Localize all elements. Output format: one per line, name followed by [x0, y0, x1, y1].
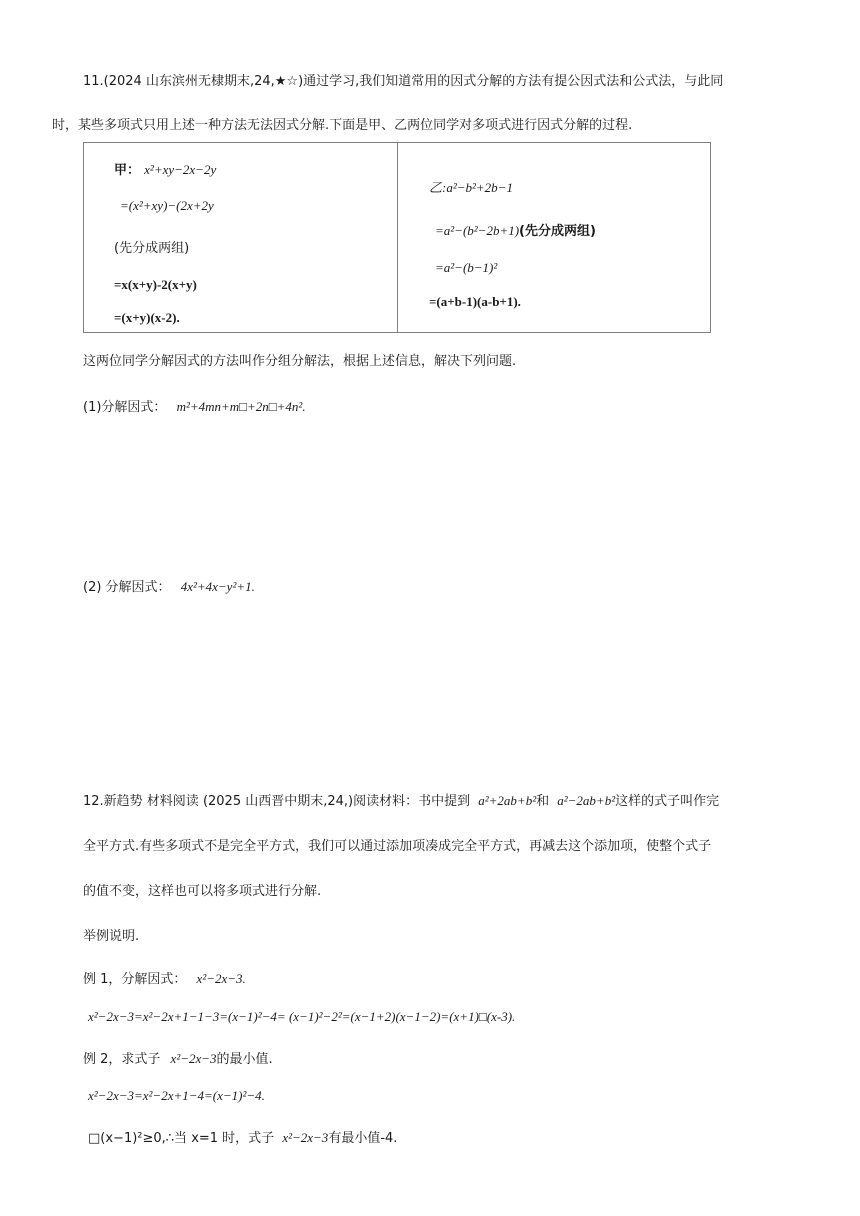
table-divider — [397, 143, 398, 332]
q12-example-2-work: x²−2x−3=x²−2x+1−4=(x−1)²−4. — [88, 1088, 265, 1103]
jia-first-line — [114, 159, 216, 178]
q12-example-title: 举例说明. — [83, 929, 140, 944]
yi-step-3: =(a+b-1)(a-b+1). — [429, 294, 521, 309]
yi-line-1: 乙:a²−b²+2b−1 — [429, 180, 513, 195]
yi-step-1-note: (先分成两组) — [519, 224, 596, 239]
q11-line-2: 时，某些多项式只用上述一种方法无法因式分解.下面是甲、乙两位同学对多项式进行因式分解的过程. — [52, 118, 633, 133]
q11-after-text: 这两位同学分解因式的方法叫作分组分解法，根据上述信息，解决下列问题. — [83, 354, 517, 369]
q12-example-2-conclusion — [88, 1127, 397, 1146]
q12-line-1-b: 这样的式子叫作完 — [615, 794, 720, 809]
jia-label: 甲： — [114, 163, 141, 178]
q12-example-1-expr: x²−2x−3. — [196, 971, 246, 986]
q12-line-2: 全平方式.有些多项式不是完全平方式，我们可以通过添加项凑成完全平方式，再减去这个添加项，使整个式子 — [83, 839, 712, 854]
q11-part-1-label: (1)分解因式： — [83, 400, 167, 415]
q11-part-1 — [83, 396, 306, 415]
q12-line-1-expr-1: a²+2ab+b² — [478, 793, 537, 808]
yi-step-1-expr: =a²−(b²−2b+1) — [435, 223, 520, 238]
q12-example-1-label: 例 1，分解因式： — [83, 972, 187, 987]
q12-line-1-a: 12.新趋势 材料阅读 (2025 山西晋中期末,24,)阅读材料：书中提到 — [83, 794, 471, 809]
q12-example-2 — [83, 1048, 273, 1067]
q12-example-1 — [83, 968, 246, 987]
q11-part-2-label: (2) 分解因式： — [83, 580, 171, 595]
yi-step-2: =a²−(b−1)² — [435, 260, 498, 275]
q12-example-2-expr: x²−2x−3 — [170, 1051, 217, 1066]
jia-step-2: =x(x+y)-2(x+y) — [114, 277, 197, 292]
q12-example-2-label: 例 2，求式子 — [83, 1052, 161, 1067]
q12-conclusion-a: □(x−1)²≥0,∴当 x=1 时，式子 — [88, 1131, 275, 1146]
q11-part-2 — [83, 576, 255, 595]
jia-expr: x²+xy−2x−2y — [144, 162, 217, 177]
solution-table — [83, 142, 711, 333]
q12-example-2-tail: 的最小值. — [216, 1052, 273, 1067]
q12-conclusion-expr: x²−2x−3 — [282, 1130, 329, 1145]
jia-step-3: =(x+y)(x-2). — [114, 310, 180, 325]
q11-line-1: 11.(2024 山东滨州无棣期末,24,★☆)通过学习,我们知道常用的因式分解的方法有提公因式法和公式法，与此同 — [83, 74, 724, 89]
q11-part-1-expr: m²+4mn+m□+2n□+4n². — [176, 399, 306, 414]
q12-line-1-and: 和 — [536, 794, 550, 809]
q12-line-1-expr-2: a²−2ab+b² — [557, 793, 616, 808]
q11-part-2-expr: 4x²+4x−y²+1. — [180, 579, 255, 594]
jia-step-1: =(x²+xy)−(2x+2y — [120, 198, 214, 213]
q12-conclusion-b: 有最小值-4. — [328, 1131, 398, 1146]
q12-example-1-work: x²−2x−3=x²−2x+1−1−3=(x−1)²−4= (x−1)²−2²=(x−1+2)(x−1−2)=(x+1)□(x-3). — [88, 1009, 516, 1024]
jia-note: (先分成两组) — [114, 241, 190, 256]
q12-line-1 — [83, 790, 719, 809]
yi-step-1 — [435, 220, 596, 239]
q12-line-3: 的值不变，这样也可以将多项式进行分解. — [83, 884, 322, 899]
